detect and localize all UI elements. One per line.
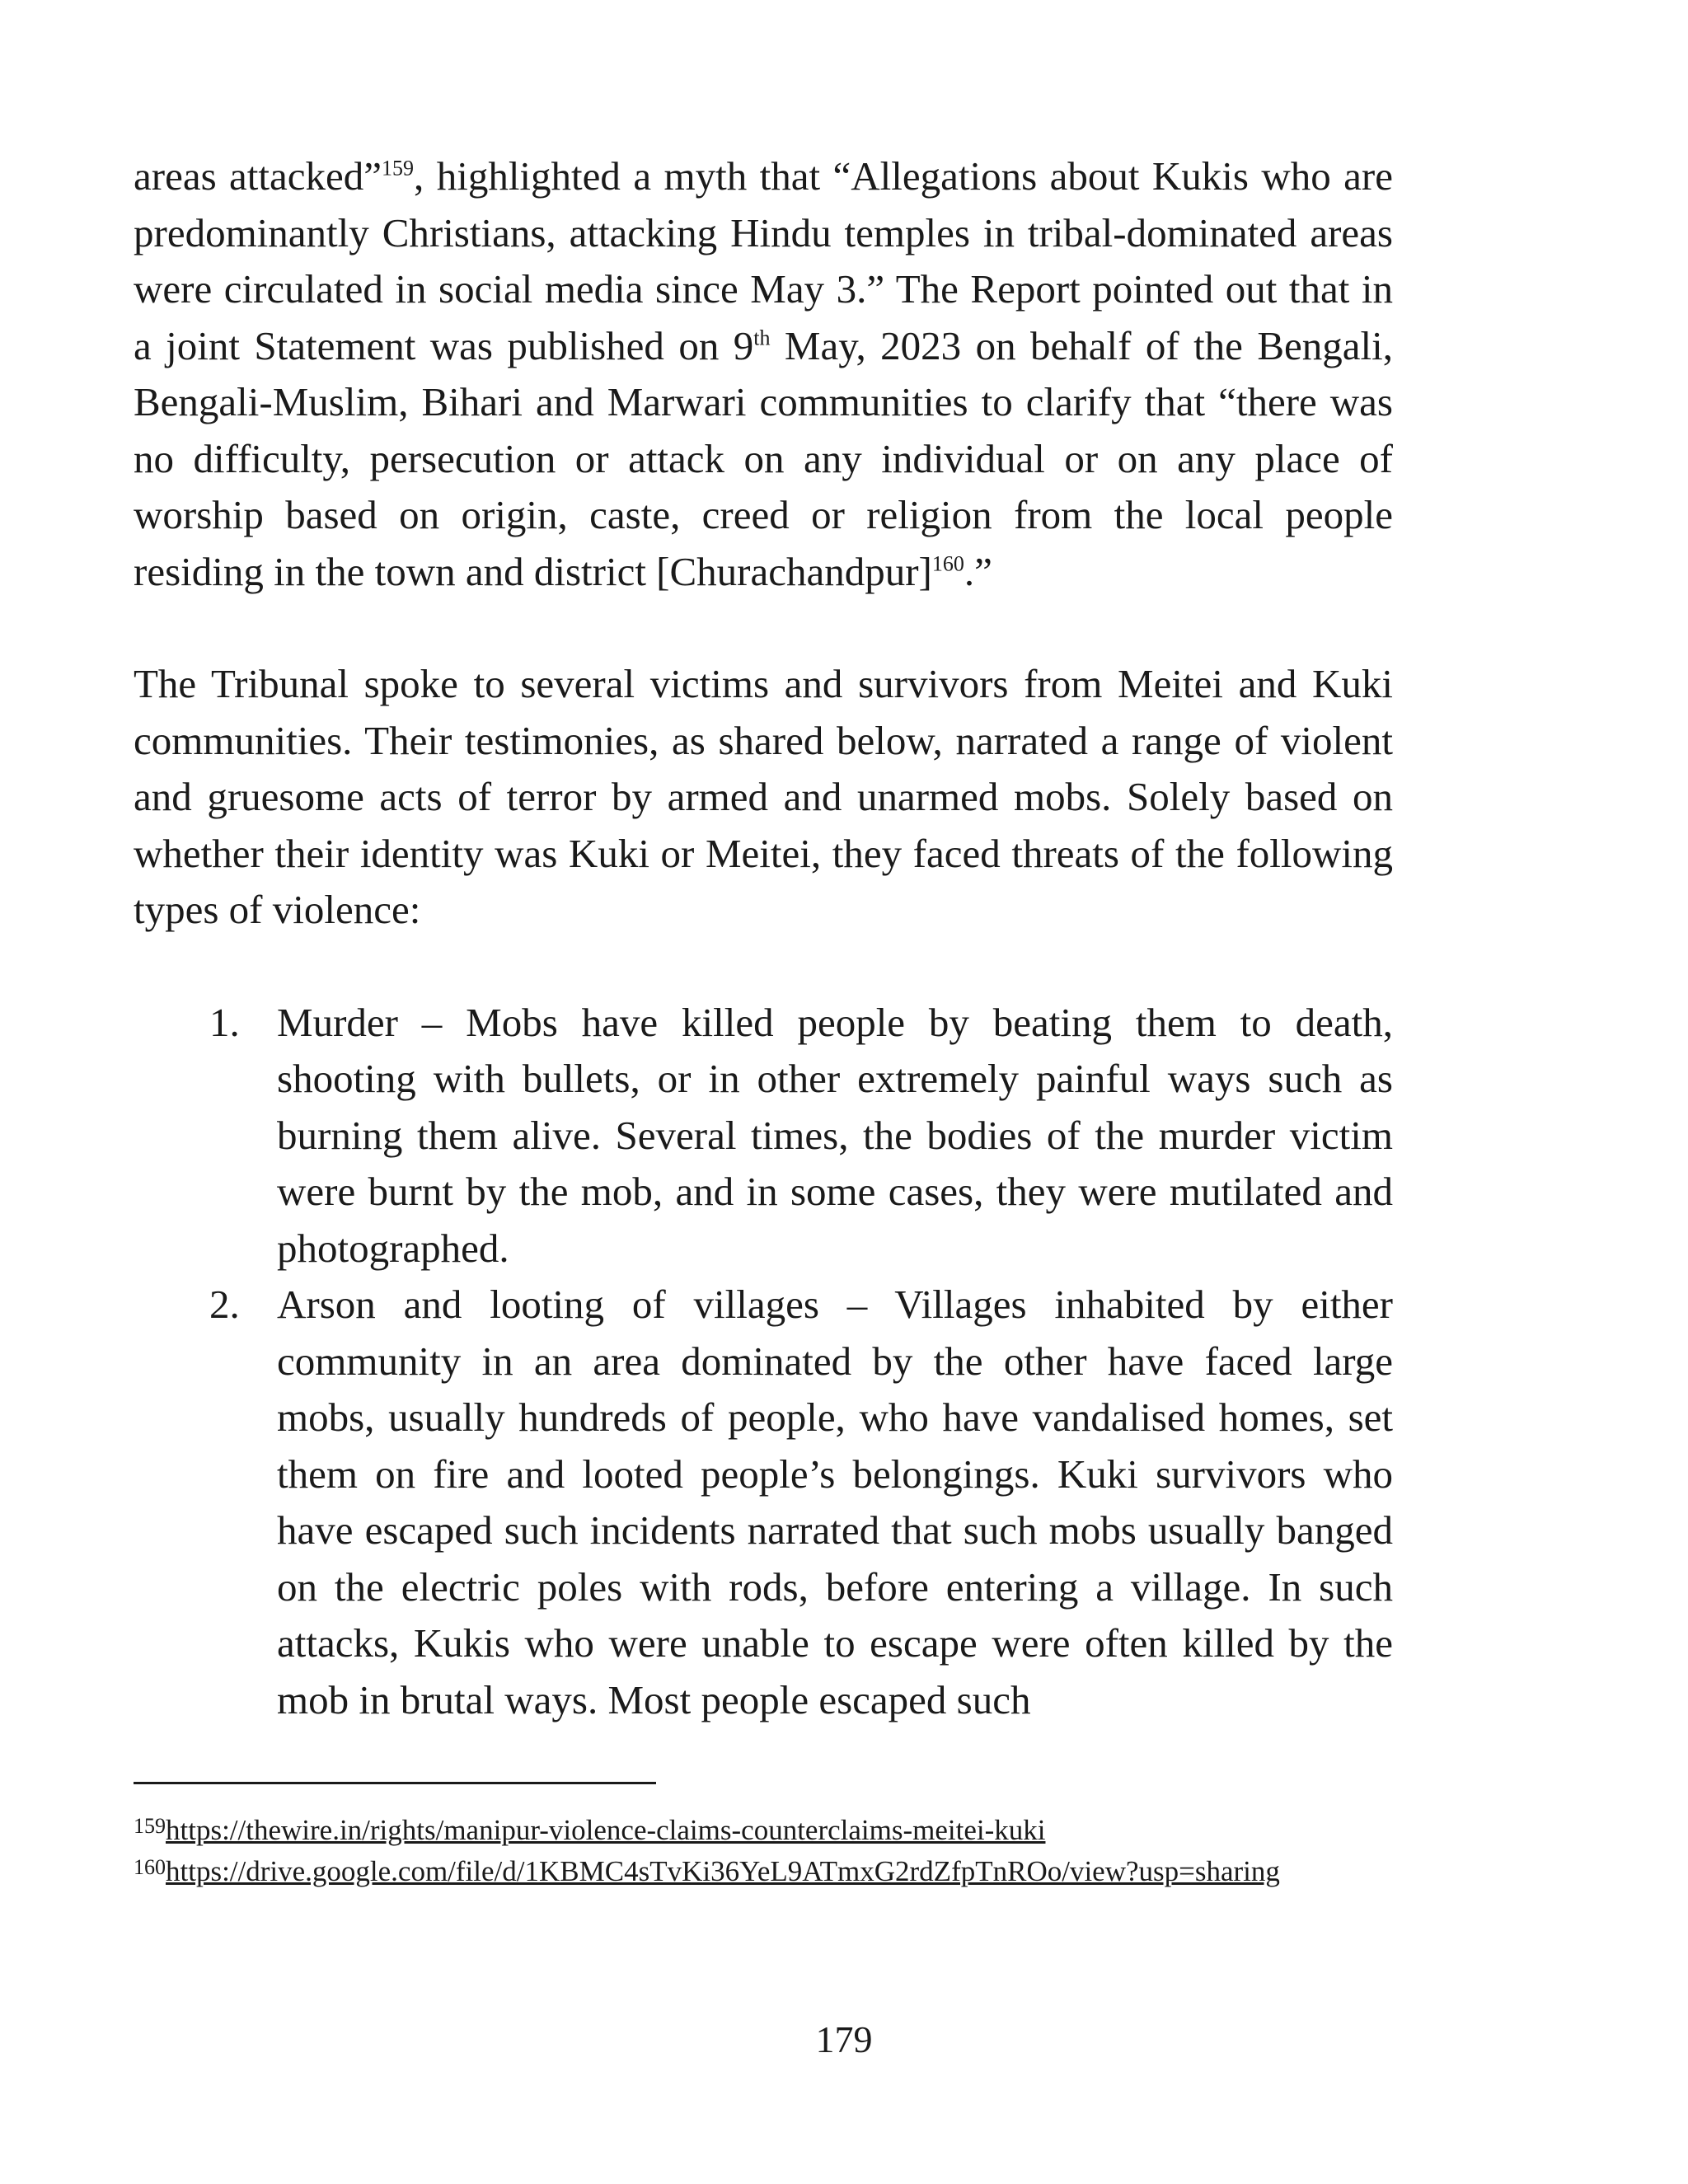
page-number: 179 [815, 2018, 873, 2060]
paragraph-text-b: , highlighted a myth that “Allegations about Kukis who are predominantly Christians, attacking Hindu temples in tribal-dominated areas were circulated in social media since May 3.” The Report pointed out that in a joint Statement was published on 9 [134, 153, 1393, 368]
footnote-ref-159[interactable]: 159 [382, 156, 415, 180]
footnote-mark: 160 [134, 1855, 166, 1879]
list-item-text: Murder – Mobs have killed people by beating them to death, shooting with bullets, or in other extremely painful ways such as burning them alive. Several times, the bodies of the murder victim were burnt by the mob, and in some cases, they were mutilated and photographed. [277, 999, 1393, 1271]
footnote-160 [134, 1851, 1393, 1892]
list-item-number: 1. [209, 999, 240, 1045]
list-item-text: Arson and looting of villages – Villages inhabited by either community in an area dominated by the other have faced large mobs, usually hundreds of people, who have vandalised homes, set them on fire and looted people’s belongings. Kuki survivors who have escaped such incidents narrated that such mobs usually banged on the electric poles with rods, before entering a village. In such attacks, Kukis who were unable to escape were often killed by the mob in brutal ways. Most people escaped such [277, 1282, 1393, 1722]
list-item [134, 995, 1393, 1277]
paragraph-text-a: areas attacked” [134, 153, 382, 199]
list-item [134, 1277, 1393, 1728]
footnote-link[interactable]: https://drive.google.com/file/d/1KBMC4sTvKi36YeL9ATmxG2rdZfpTnROo/view?usp=sharing [166, 1855, 1280, 1887]
paragraph-continuation [134, 148, 1393, 600]
ordinal-suffix: th [753, 326, 771, 350]
footnote-separator [134, 1782, 656, 1784]
list-item-number: 2. [209, 1282, 240, 1327]
violence-types-list [134, 995, 1393, 1729]
footnote-ref-160[interactable]: 160 [931, 551, 964, 576]
paragraph-text-c: May, 2023 on behalf of the Bengali, Bengali-Muslim, Bihari and Marwari communities to clarify that “there was no difficulty, persecution or attack on any individual or on any place of worship based on origin, caste, creed or religion from the local people residing in the town and district [Churachandpur] [134, 322, 1393, 594]
paragraph-tribunal: The Tribunal spoke to several victims and survivors from Meitei and Kuki communities. Their testimonies, as shared below, narrated a range of violent and gruesome acts of terror by armed and unarmed mobs. Solely based on whether their identity was Kuki or Meitei, they faced threats of the following types of violence: [134, 661, 1393, 932]
footnote-link[interactable]: https://thewire.in/rights/manipur-violence-claims-counterclaims-meitei-kuki [166, 1814, 1046, 1846]
footnotes [134, 1810, 1393, 1892]
paragraph-text-d: .” [964, 548, 992, 594]
footnote-159 [134, 1810, 1393, 1851]
footnote-mark: 159 [134, 1814, 166, 1838]
page-body [134, 148, 1393, 1728]
